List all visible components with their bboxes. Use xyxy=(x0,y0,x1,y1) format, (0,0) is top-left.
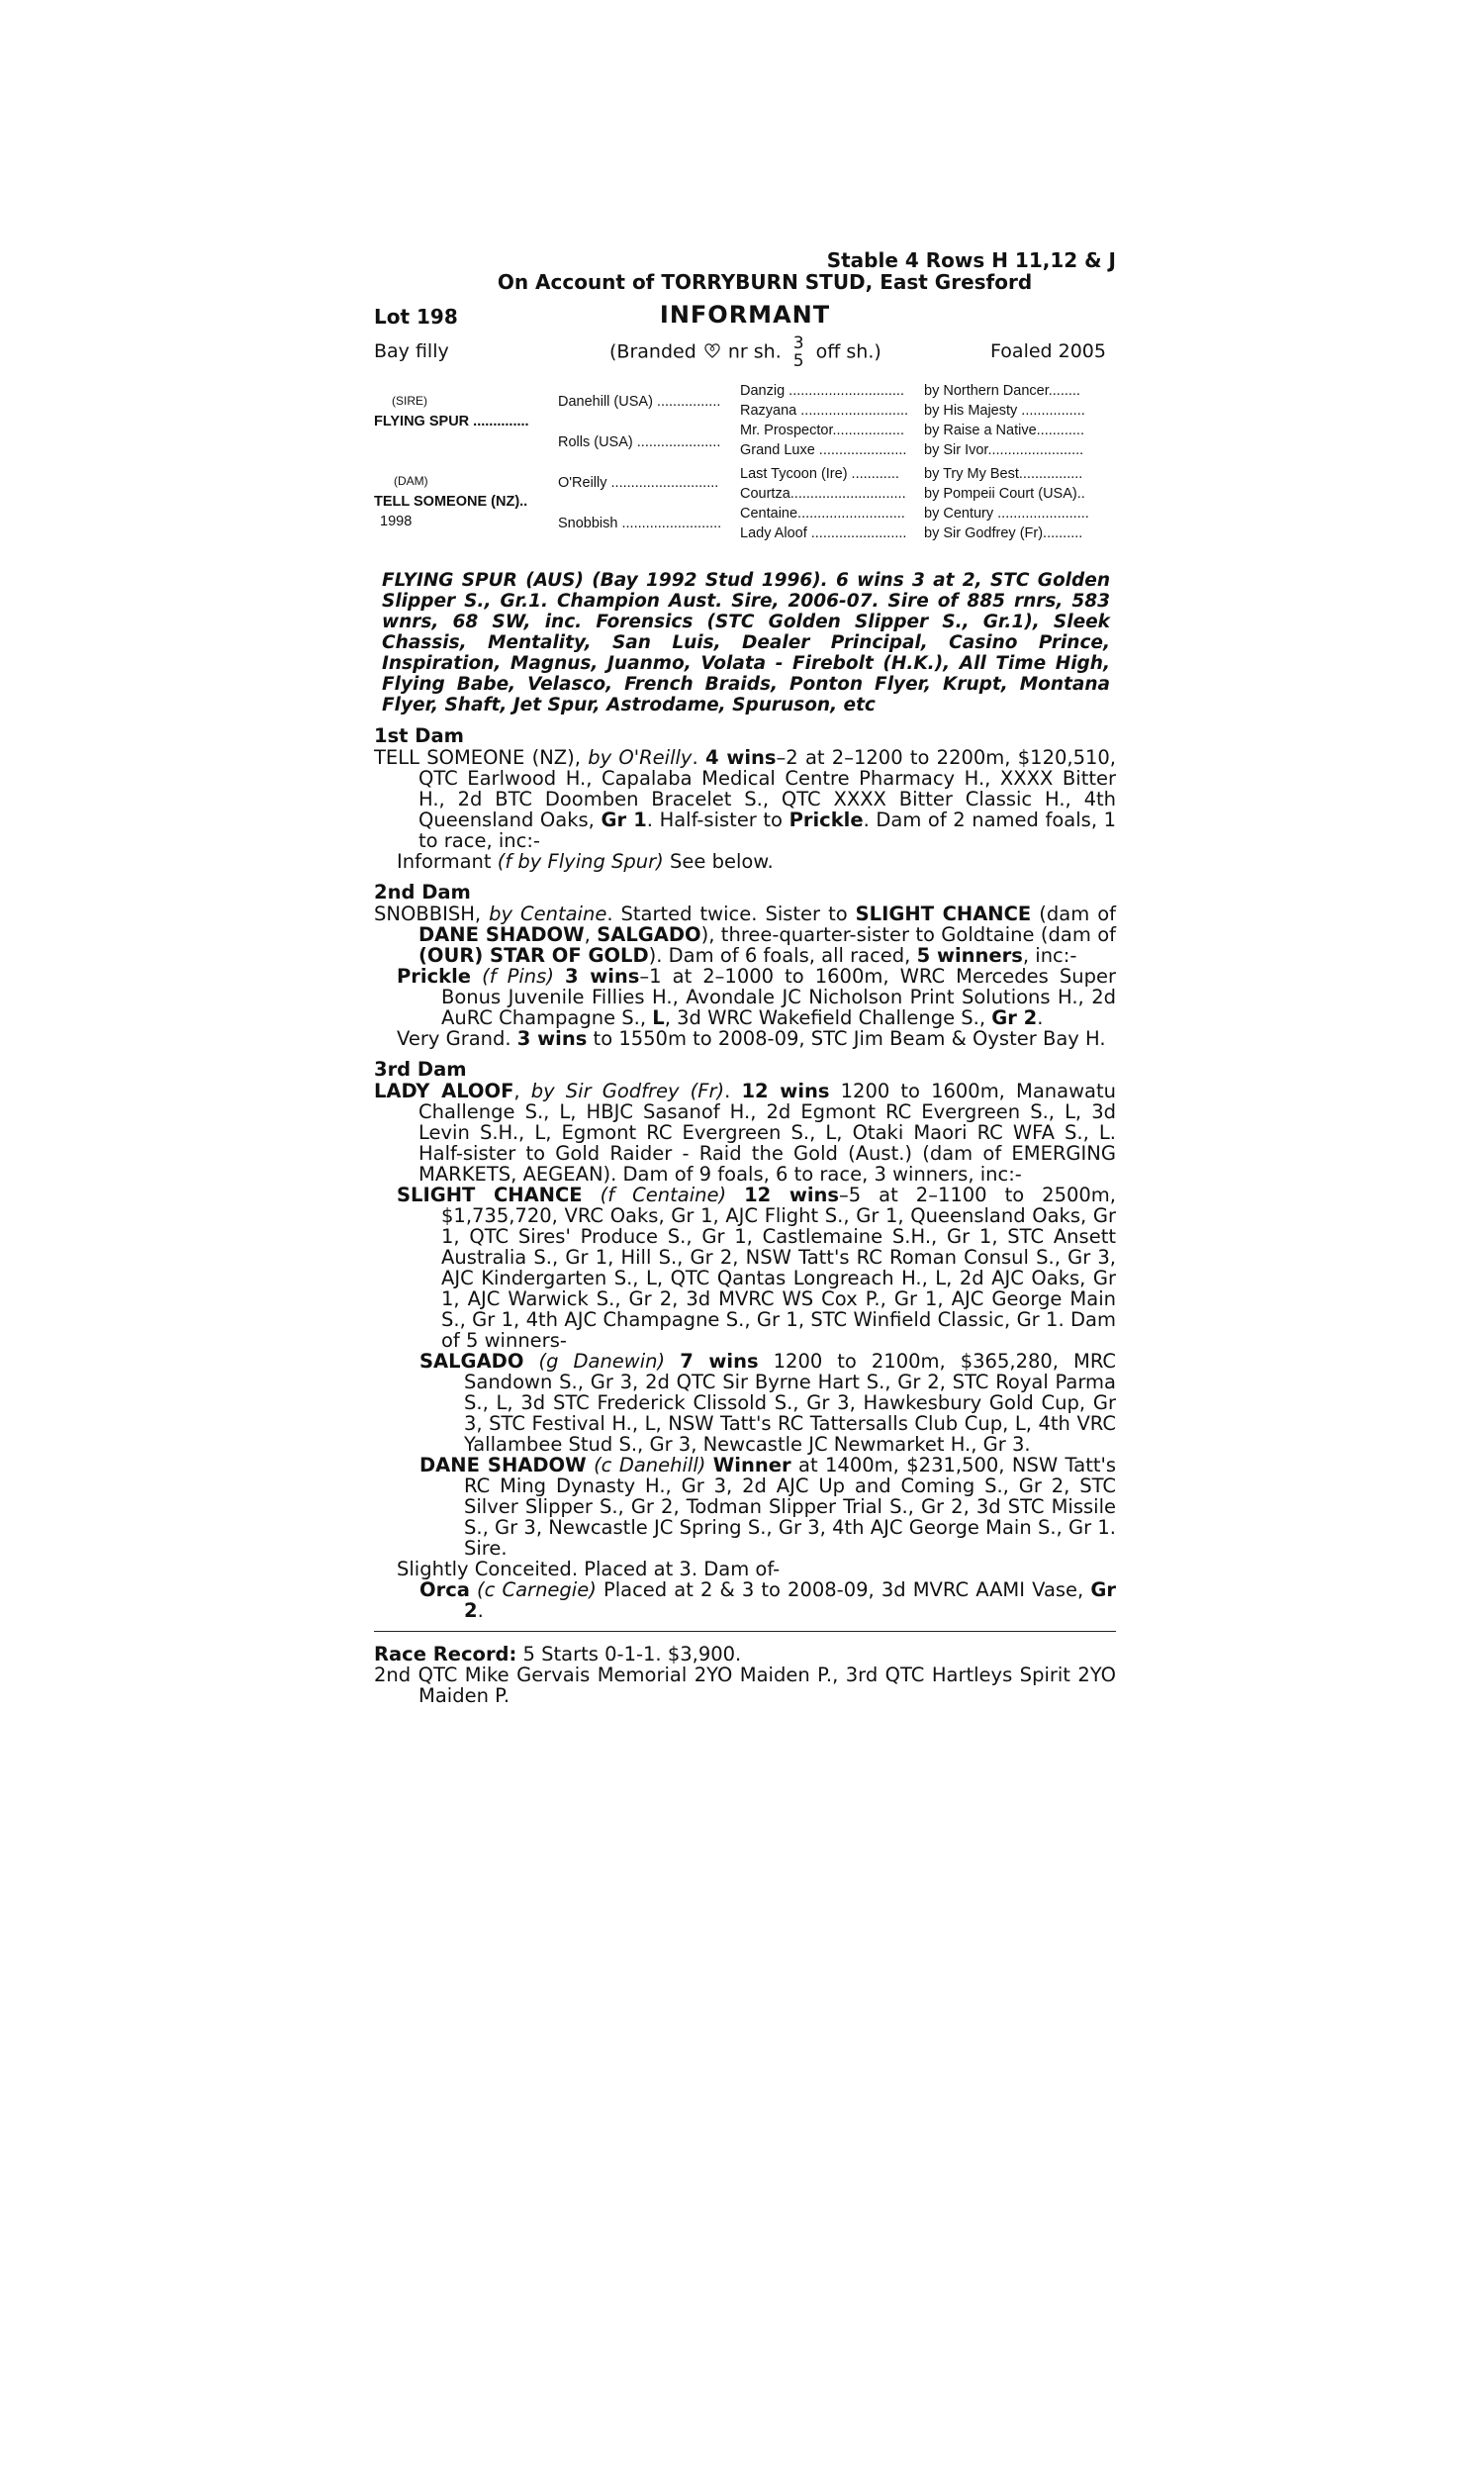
salgado-entry xyxy=(374,1351,1116,1455)
third-dam-name: LADY ALOOF xyxy=(374,1080,514,1102)
sire-label: (SIRE) xyxy=(392,394,427,408)
race-record-detail: 2nd QTC Mike Gervais Memorial 2YO Maiden P., 3rd QTC Hartleys Spirit 2YO Maiden P. xyxy=(374,1664,1116,1707)
horse-name: INFORMANT xyxy=(659,301,831,329)
second-dam-dane-shadow: DANE SHADOW xyxy=(418,923,585,946)
race-record-value: 5 Starts 0-1-1. $3,900. xyxy=(522,1643,742,1665)
orca-name: Orca xyxy=(419,1578,470,1601)
dane-shadow-by: (c Danehill) xyxy=(594,1454,706,1476)
third-dam-wins: 12 wins xyxy=(741,1080,830,1102)
brand-fraction-numerator: 3 xyxy=(792,333,804,353)
pedigree-g4: by Pompeii Court (USA).. xyxy=(924,486,1085,502)
pedigree-g3: Mr. Prospector.................. xyxy=(740,423,904,438)
pedigree-g3: Last Tycoon (Ire) ............ xyxy=(740,466,899,482)
second-dam-t2: (dam of xyxy=(1039,903,1116,925)
orca-grade: Gr 2 xyxy=(464,1578,1116,1622)
pedigree-g4: by Sir Godfrey (Fr).......... xyxy=(924,525,1083,541)
pedigree-g4: by Try My Best................ xyxy=(924,466,1083,482)
prickle-wins: 3 wins xyxy=(565,965,640,988)
brand-suffix: off sh.) xyxy=(815,340,881,363)
brand-description xyxy=(609,334,881,370)
pedigree-g3: Grand Luxe ...................... xyxy=(740,442,907,458)
dam-year: 1998 xyxy=(380,514,413,529)
dane-shadow-entry xyxy=(374,1455,1116,1559)
brand-fraction xyxy=(793,334,804,370)
first-dam-wins: 4 wins xyxy=(704,746,777,769)
pedigree-g3: Lady Aloof ........................ xyxy=(740,525,907,541)
slight-chance-wins: 12 wins xyxy=(744,1184,840,1206)
first-dam-produce: . Dam of 2 named foals, 1 to race, inc:- xyxy=(418,809,1116,852)
second-dam-slight-chance: SLIGHT CHANCE xyxy=(855,903,1032,925)
pedigree-g3: Courtza............................. xyxy=(740,486,906,502)
second-dam-name: SNOBBISH, xyxy=(374,903,482,925)
divider xyxy=(374,1631,1116,1632)
first-dam-halfsister: . Half-sister to xyxy=(646,809,783,831)
pedigree-g2: Rolls (USA) ..................... xyxy=(558,434,721,450)
pedigree-g3: Razyana ........................... xyxy=(740,403,909,419)
prickle-by: (f Pins) xyxy=(482,965,554,988)
first-dam-sire: by O'Reilly xyxy=(588,746,693,769)
second-dam-title: 2nd Dam xyxy=(374,881,471,904)
prickle-name: Prickle xyxy=(397,965,472,988)
brand-fraction-denominator: 5 xyxy=(792,351,804,371)
second-dam-t3: ), three-quarter-sister to Goldtaine (dam of xyxy=(700,923,1116,946)
race-record xyxy=(374,1644,1116,1665)
horse-sex: Bay filly xyxy=(374,340,449,362)
pedigree-g2: O'Reilly ........................... xyxy=(558,475,719,491)
prickle-record: –1 at 2–1000 to 1600m, WRC Mercedes Super Bonus Juvenile Fillies H., Avondale JC Nicholson Print Solutions H., 2d AuRC Champagne S., xyxy=(441,965,1116,1029)
pedigree-g4: by Raise a Native............ xyxy=(924,423,1084,438)
prickle-entry: Prickle (f Pins) 3 wins–1 at 2–1000 to 1600m, WRC Mercedes Super Bonus Juvenile Fillies H., Avondale JC Nicholson Print Solutions H., 2d AuRC Champagne S., L, 3d WRC Wakefield Challenge S., Gr 2. xyxy=(397,965,1116,1029)
first-dam-text: TELL SOMEONE (NZ), by O'Reilly. 4 wins–2 at 2–1200 to 2200m, $120,510, QTC Earlwood H., Capalaba Medical Centre Pharmacy H., XXXX Bitter H., 2d BTC Doomben Bracelet S., QTC XXXX Bitter Classic H., 4th Queensland Oaks, Gr 1. Half-sister to Prickle. Dam of 2 named foals, 1 to race, inc:- xyxy=(374,746,1117,852)
prickle-listed: L xyxy=(652,1006,665,1029)
foal-name: Informant xyxy=(397,850,492,873)
first-dam-foal xyxy=(397,851,1116,872)
orca-entry: Orca (c Carnegie) Placed at 2 & 3 to 2008-09, 3d MVRC AAMI Vase, Gr 2. xyxy=(419,1578,1116,1622)
brand-prefix: (Branded xyxy=(609,340,696,363)
very-grand-wins: 3 wins xyxy=(516,1027,588,1050)
slight-chance-name: SLIGHT CHANCE xyxy=(397,1184,583,1206)
pedigree-g4: by His Majesty ................ xyxy=(924,403,1085,419)
foal-note: See below. xyxy=(670,850,774,873)
second-dam-star-of-gold: (OUR) STAR OF GOLD xyxy=(418,944,649,967)
lot-number: Lot 198 xyxy=(374,305,458,329)
very-grand-name: Very Grand. xyxy=(397,1027,511,1050)
foaled-year: Foaled 2005 xyxy=(990,340,1106,362)
catalogue-page xyxy=(374,249,1116,1706)
first-dam-grade: Gr 1 xyxy=(601,809,647,831)
second-dam-sire: by Centaine xyxy=(489,903,607,925)
dane-shadow-record: at 1400m, $231,500, NSW Tatt's RC Ming Dynasty H., Gr 3, 2d AJC Up and Coming S., Gr 2, STC Silver Slipper S., Gr 2, Todman Slipper Trial S., Gr 2, 3d STC Missile S., Gr 3, Newcastle JC Spring S., Gr 3, 4th AJC George Main S., Gr 1. Sire. xyxy=(464,1454,1117,1560)
sire-name: FLYING SPUR .............. xyxy=(374,414,529,429)
salgado-by: (g Danewin) xyxy=(538,1350,666,1373)
dane-shadow-name: DANE SHADOW xyxy=(419,1454,587,1476)
second-dam-winners: 5 winners xyxy=(916,944,1023,967)
pedigree-g2: Danehill (USA) ................ xyxy=(558,394,721,410)
first-dam-prickle: Prickle xyxy=(788,809,864,831)
description-row xyxy=(374,333,1116,376)
third-dam-text: LADY ALOOF, by Sir Godfrey (Fr). 12 wins 1200 to 1600m, Manawatu Challenge S., L, HBJC Sasanof H., 2d Egmont RC Evergreen S., L, 3d Levin S.H., L, Egmont RC Evergreen S., L, Otaki Maori RC WFA S., L. Half-sister to Gold Raider - Raid the Gold (Aust.) (dam of EMERGING MARKETS, AEGEAN). Dam of 9 foals, 6 to race, 3 winners, inc:- xyxy=(374,1080,1116,1186)
conceited-text: Slightly Conceited. Placed at 3. Dam of- xyxy=(397,1558,781,1580)
pedigree-g2: Snobbish ......................... xyxy=(558,516,722,531)
third-dam-record: 1200 to 1600m, Manawatu Challenge S., L, HBJC Sasanof H., 2d Egmont RC Evergreen S., L, 3d Levin S.H., L, Egmont RC Evergreen S., L, Otaki Maori RC WFA S., L. Half-sister to Gold Raider - Raid the Gold (Aust.) (dam of EMERGING MARKETS, AEGEAN). Dam of 9 foals, 6 to race, 3 winners, inc:- xyxy=(418,1080,1116,1186)
orca-by: (c Carnegie) xyxy=(477,1578,597,1601)
pedigree-table xyxy=(374,380,1116,550)
third-dam-sire: by Sir Godfrey (Fr) xyxy=(530,1080,725,1102)
second-dam-t4: ). Dam of 6 foals, all raced, xyxy=(648,944,911,967)
pedigree-g4: by Sir Ivor........................ xyxy=(924,442,1084,458)
pedigree-g4: by Northern Dancer........ xyxy=(924,383,1080,399)
dam-label: (DAM) xyxy=(394,474,428,488)
slight-chance-by: (f Centaine) xyxy=(600,1184,727,1206)
lot-row xyxy=(374,301,1116,333)
first-dam-title: 1st Dam xyxy=(374,724,464,747)
dam-name: TELL SOMEONE (NZ).. xyxy=(374,494,528,510)
third-dam-title: 3rd Dam xyxy=(374,1058,467,1081)
pedigree-g3: Danzig ............................. xyxy=(740,383,904,399)
salgado-record: 1200 to 2100m, $365,280, MRC Sandown S., Gr 3, 2d QTC Sir Byrne Hart S., Gr 2, STC Royal Parma S., L, 3d STC Frederick Clissold S., Gr 3, Hawkesbury Gold Cup, Gr 3, STC Festival H., L, NSW Tatt's RC Tattersalls Club Cup, L, 4th VRC Yallambee Stud S., Gr 3, Newcastle JC Newmarket H., Gr 3. xyxy=(464,1350,1117,1456)
slight-chance-entry xyxy=(374,1185,1116,1351)
second-dam-t1: . Started twice. Sister to xyxy=(606,903,848,925)
brand-mid: nr sh. xyxy=(727,340,782,363)
very-grand-entry xyxy=(397,1028,1116,1049)
prickle-grade: Gr 2 xyxy=(991,1006,1038,1029)
conceited-entry xyxy=(374,1559,1116,1579)
salgado-wins: 7 wins xyxy=(680,1350,759,1373)
salgado-name: SALGADO xyxy=(419,1350,524,1373)
prickle-record-2: , 3d WRC Wakefield Challenge S., xyxy=(664,1006,986,1029)
race-record-label: Race Record: xyxy=(374,1643,517,1665)
vendor-account: On Account of TORRYBURN STUD, East Gresford xyxy=(497,270,1033,294)
second-dam-text: SNOBBISH, by Centaine. Started twice. Sister to SLIGHT CHANCE (dam of DANE SHADOW, SALGADO), three-quarter-sister to Goldtaine (dam of (OUR) STAR OF GOLD). Dam of 6 foals, all raced, 5 winners, inc:- xyxy=(374,903,1116,967)
pedigree-g4: by Century ....................... xyxy=(924,506,1089,522)
pedigree-g3: Centaine........................... xyxy=(740,506,905,522)
brand-mark-icon xyxy=(702,340,722,360)
slight-chance-record: –5 at 2–1100 to 2500m, $1,735,720, VRC Oaks, Gr 1, AJC Flight S., Gr 1, Queensland Oaks, Gr 1, QTC Sires' Produce S., Gr 1, Castlemaine S.H., Gr 1, STC Ansett Australia S., Gr 1, Hill S., Gr 2, NSW Tatt's RC Roman Consul S., Gr 3, AJC Kindergarten S., L, QTC Qantas Longreach H., L, 2d AJC Oaks, Gr 1, AJC Warwick S., Gr 2, 3d MVRC WS Cox P., Gr 1, AJC George Main S., Gr 1, 4th AJC Champagne S., Gr 1, STC Winfield Classic, Gr 1. Dam of 5 winners- xyxy=(441,1184,1116,1352)
orca-record: Placed at 2 & 3 to 2008-09, 3d MVRC AAMI Vase, xyxy=(603,1578,1084,1601)
second-dam-salgado: SALGADO xyxy=(597,923,701,946)
second-dam-t5: , inc:- xyxy=(1022,944,1077,967)
first-dam-record: –2 at 2–1200 to 2200m, $120,510, QTC Earlwood H., Capalaba Medical Centre Pharmacy H., XXXX Bitter H., 2d BTC Doomben Bracelet S., QTC XXXX Bitter Classic H., 4th Queensland Oaks, xyxy=(418,746,1117,831)
dane-shadow-wins: Winner xyxy=(712,1454,791,1476)
foal-by: (f by Flying Spur) xyxy=(497,850,664,873)
sire-summary: FLYING SPUR (AUS) (Bay 1992 Stud 1996). 6 wins 3 at 2, STC Golden Slipper S., Gr.1. Champion Aust. Sire, 2006-07. Sire of 885 rnrs, 583 wnrs, 68 SW, inc. Forensics (STC Golden Slipper S., Gr.1), Sleek Chassis, Mentality, San Luis, Dealer Principal, Casino Prince, Inspiration, Magnus, Juanmo, Volata - Firebolt (H.K.), All Time High, Flying Babe, Velasco, French Braids, Ponton Flyer, Krupt, Montana Flyer, Shaft, Jet Spur, Astrodame, Spuruson, etc xyxy=(382,570,1110,715)
stable-location: Stable 4 Rows H 11,12 & J xyxy=(826,248,1116,272)
very-grand-record: to 1550m to 2008-09, STC Jim Beam & Oyster Bay H. xyxy=(593,1027,1106,1050)
first-dam-name: TELL SOMEONE (NZ), xyxy=(374,746,581,769)
